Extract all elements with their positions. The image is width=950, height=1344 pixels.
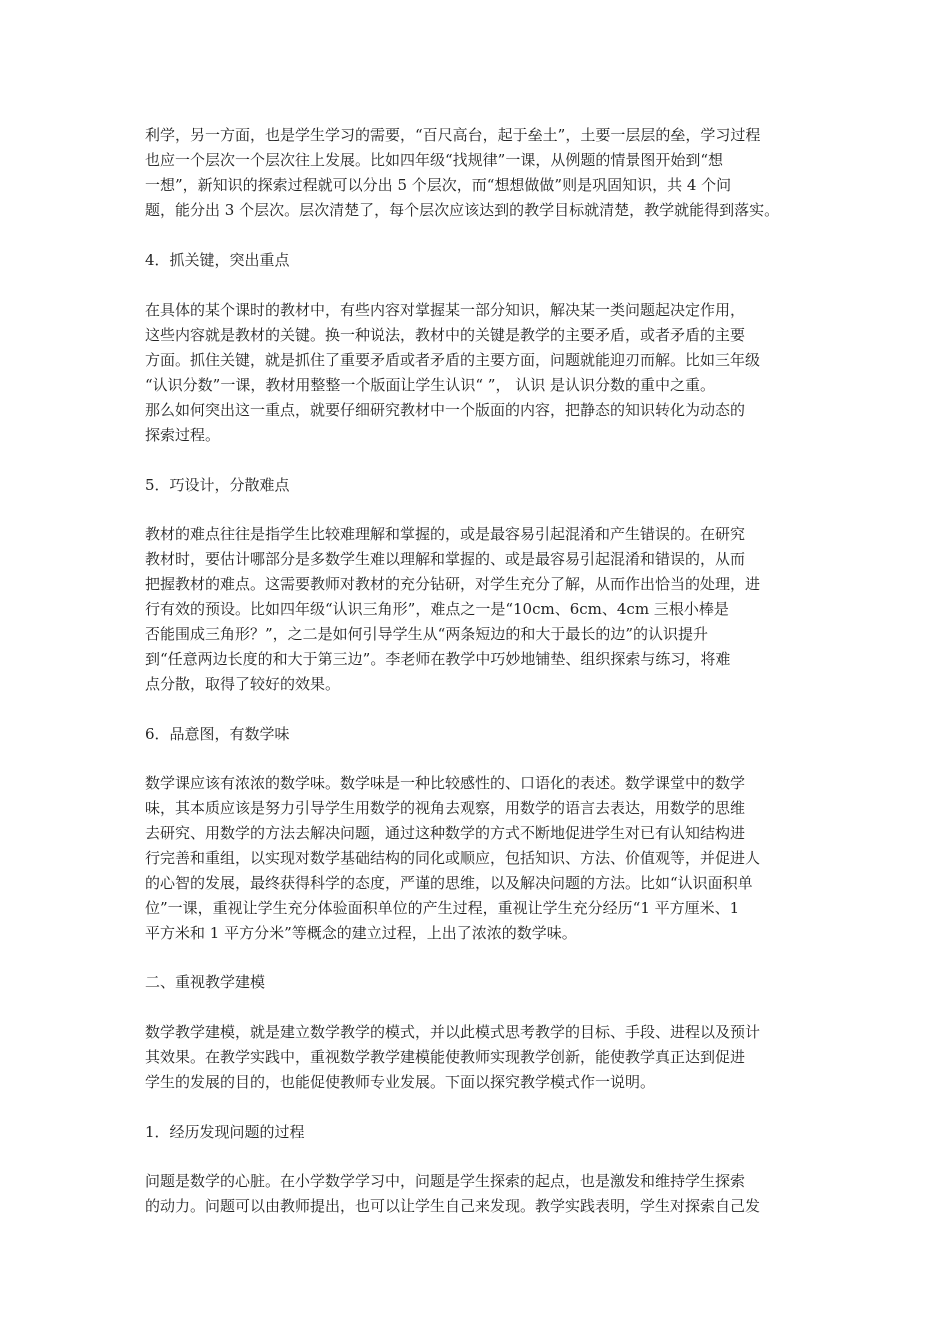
paragraph-line: 行有效的预设。比如四年级“认识三角形”，难点之一是“10cm、6cm、4cm 三根小棒是 <box>145 600 729 618</box>
paragraph-line: 把握教材的难点。这需要教师对教材的充分钻研，对学生充分了解，从而作出恰当的处理，进 <box>145 575 761 593</box>
paragraph-line: 数学教学建模，就是建立数学教学的模式，并以此模式思考教学的目标、手段、进程以及预计 <box>145 1023 761 1041</box>
paragraph-line: 题，能分出 3 个层次。层次清楚了，每个层次应该达到的教学目标就清楚，教学就能得到落实。 <box>145 201 780 219</box>
paragraph-line: 味，其本质应该是努力引导学生用数学的视角去观察，用数学的语言去表达，用数学的思维 <box>145 799 746 817</box>
section-heading: 6．品意图，有数学味 <box>145 725 290 743</box>
paragraph-line: 位”一课，重视让学生充分体验面积单位的产生过程，重视让学生充分经历“1 平方厘米、1 <box>145 899 740 917</box>
paragraph-line: 的动力。问题可以由教师提出，也可以让学生自己来发现。教学实践表明，学生对探索自己发 <box>145 1197 761 1215</box>
section-heading: 1．经历发现问题的过程 <box>145 1123 305 1141</box>
paragraph-line: 否能围成三角形？”，之二是如何引导学生从“两条短边的和大于最长的边”的认识提升 <box>145 625 709 643</box>
paragraph-line: 点分散，取得了较好的效果。 <box>145 675 341 693</box>
section-heading: 4．抓关键，突出重点 <box>145 251 290 269</box>
paragraph-line: 探索过程。 <box>145 426 221 444</box>
paragraph-line: 数学课应该有浓浓的数学味。数学味是一种比较感性的、口语化的表述。数学课堂中的数学 <box>145 774 746 792</box>
paragraph-line: 学生的发展的目的，也能促使教师专业发展。下面以探究教学模式作一说明。 <box>145 1073 656 1091</box>
paragraph-line: 利学，另一方面，也是学生学习的需要，“百尺高台，起于垒土”，土要一层层的垒，学习过程 <box>145 126 761 144</box>
paragraph-line: 其效果。在教学实践中，重视数学教学建模能使教师实现教学创新，能使教学真正达到促进 <box>145 1048 746 1066</box>
paragraph-line: 在具体的某个课时的教材中，有些内容对掌握某一部分知识，解决某一类问题起决定作用， <box>145 301 746 319</box>
section-heading: 二、重视教学建模 <box>145 973 266 991</box>
paragraph-line: 教材的难点往往是指学生比较难理解和掌握的，或是最容易引起混淆和产生错误的。在研究 <box>145 525 746 543</box>
paragraph-line: 去研究、用数学的方法去解决问题，通过这种数学的方式不断地促进学生对已有认知结构进 <box>145 824 746 842</box>
paragraph-line: 问题是数学的心脏。在小学数学学习中，问题是学生探索的起点，也是激发和维持学生探索 <box>145 1172 746 1190</box>
paragraph-line: 到“任意两边长度的和大于第三边”。李老师在教学中巧妙地铺垫、组织探索与练习，将难 <box>145 650 731 668</box>
paragraph-line: 行完善和重组，以实现对数学基础结构的同化或顺应，包括知识、方法、价值观等，并促进人 <box>145 849 761 867</box>
paragraph-line: 那么如何突出这一重点，就要仔细研究教材中一个版面的内容，把静态的知识转化为动态的 <box>145 401 746 419</box>
paragraph-line: 平方米和 1 平方分米”等概念的建立过程，上出了浓浓的数学味。 <box>145 924 577 942</box>
paragraph-line: “认识分数”一课，教材用整整一个版面让学生认识“ ”， 认识 是认识分数的重中之重。 <box>145 376 715 394</box>
paragraph-line: 也应一个层次一个层次往上发展。比如四年级“找规律”一课，从例题的情景图开始到“想 <box>145 151 724 169</box>
section-heading: 5．巧设计，分散难点 <box>145 476 290 494</box>
paragraph-line: 方面。抓住关键，就是抓住了重要矛盾或者矛盾的主要方面，问题就能迎刃而解。比如三年级 <box>145 351 761 369</box>
paragraph-line: 教材时，要估计哪部分是多数学生难以理解和掌握的、或是最容易引起混淆和错误的，从而 <box>145 550 746 568</box>
paragraph-line: 一想”，新知识的探索过程就可以分出 5 个层次，而“想想做做”则是巩固知识，共 4 个问 <box>145 176 732 194</box>
paragraph-line: 这些内容就是教材的关键。换一种说法，教材中的关键是教学的主要矛盾，或者矛盾的主要 <box>145 326 746 344</box>
paragraph-line: 的心智的发展，最终获得科学的态度，严谨的思维，以及解决问题的方法。比如“认识面积单 <box>145 874 753 892</box>
